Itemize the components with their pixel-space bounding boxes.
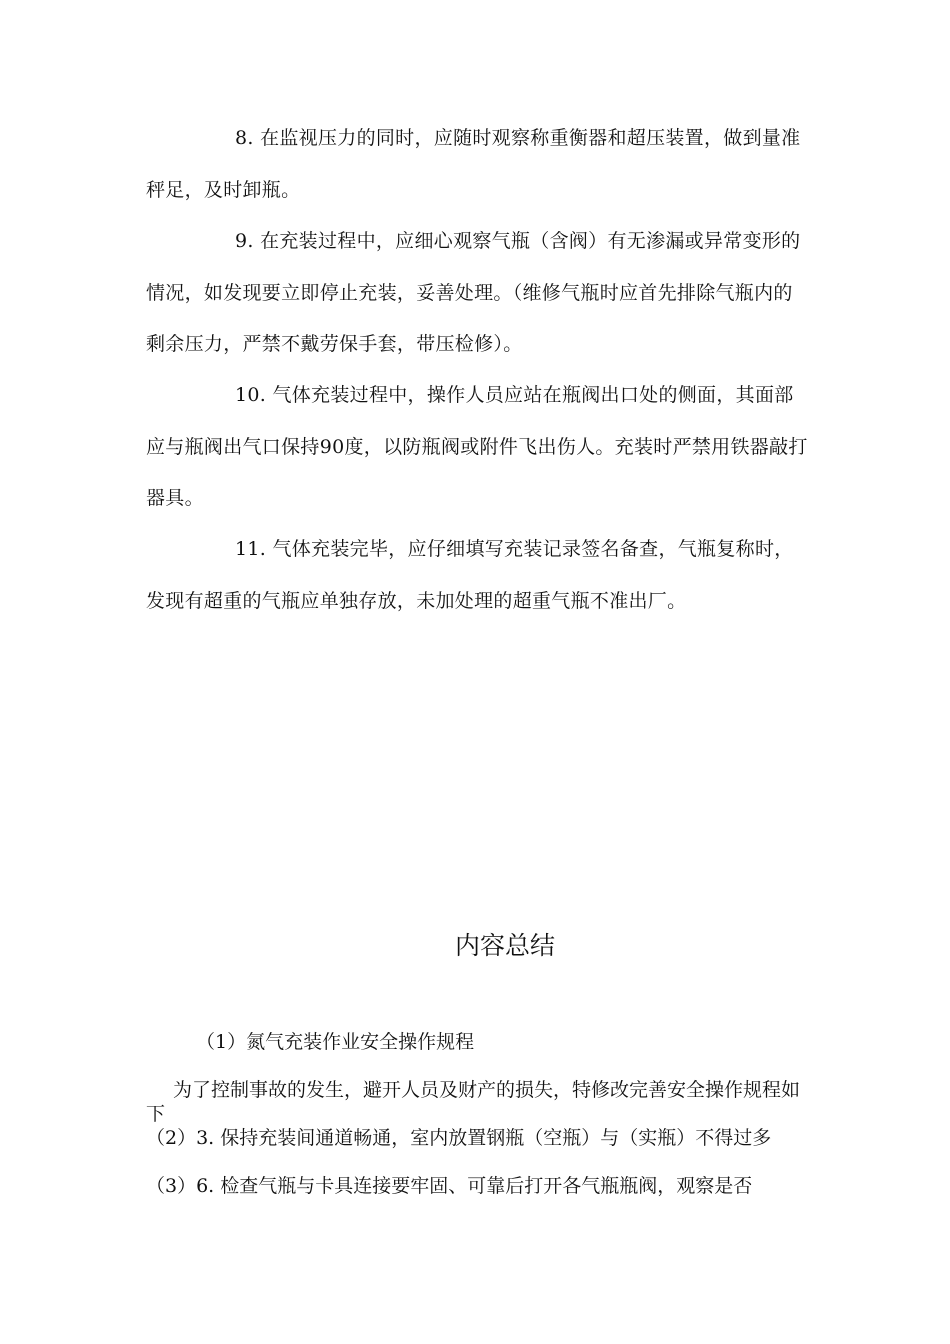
- paragraph-item-8: 8. 在监视压力的同时，应随时观察称重衡器和超压装置，做到量准秤足，及时卸瓶。: [146, 127, 801, 201]
- paragraph-item-9: 9. 在充装过程中，应细心观察气瓶（含阀）有无渗漏或异常变形的情况，如发现要立即停止充装，妥善处理。（维修气瓶时应首先排除气瓶内的剩余压力，严禁不戴劳保手套，带压检修）。: [146, 230, 801, 355]
- summary-item-3: （3）6. 检查气瓶与卡具连接要牢固、可靠后打开各气瓶瓶阀，观察是否: [146, 1175, 753, 1197]
- summary-title: 内容总结: [454, 931, 555, 960]
- paragraph-item-10: 10. 气体充装过程中，操作人员应站在瓶阀出口处的侧面，其面部应与瓶阀出气口保持90度，以防瓶阀或附件飞出伤人。充装时严禁用铁器敲打器具。: [146, 384, 808, 509]
- summary-intro: 为了控制事故的发生，避开人员及财产的损失，特修改完善安全操作规程如下: [146, 1079, 801, 1125]
- paragraph-item-11: 11. 气体充装完毕，应仔细填写充装记录签名备查，气瓶复称时，发现有超重的气瓶应单独存放，未加处理的超重气瓶不准出厂。: [146, 538, 794, 612]
- summary-item-2: （2）3. 保持充装间通道畅通，室内放置钢瓶（空瓶）与（实瓶）不得过多: [146, 1127, 772, 1149]
- summary-item-1: （1）氮气充装作业安全操作规程: [196, 1031, 475, 1053]
